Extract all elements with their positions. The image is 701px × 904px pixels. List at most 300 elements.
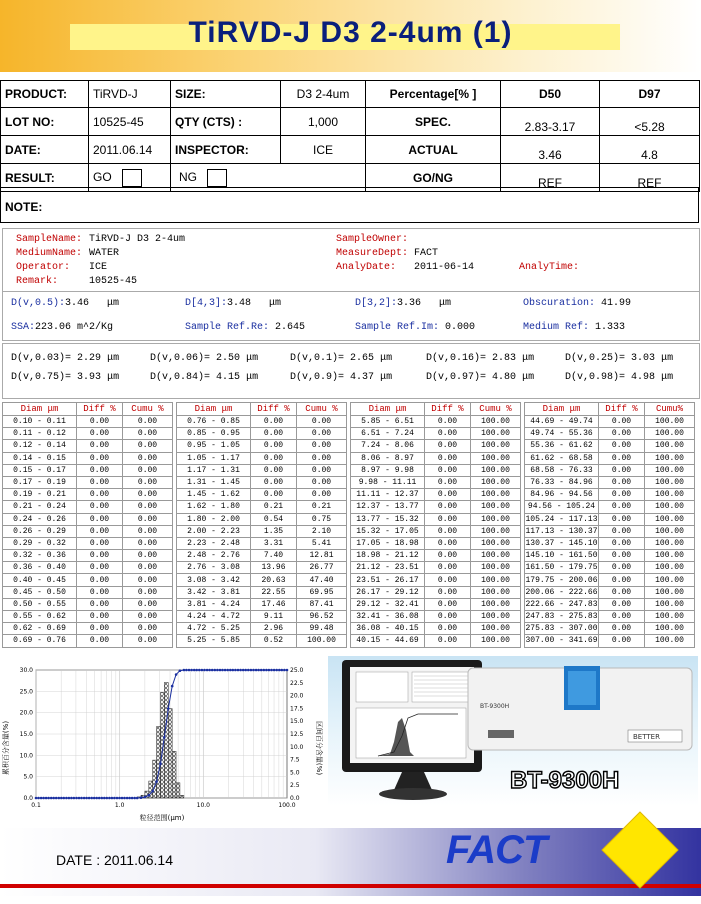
table-cell: 0.00 [599, 635, 645, 647]
table-cell: 94.56 - 105.24 [525, 501, 599, 513]
cumulative-point [95, 797, 98, 800]
table-cell: 9.11 [251, 611, 297, 623]
cumulative-point [55, 797, 58, 800]
table-cell: 0.45 - 0.50 [3, 586, 77, 598]
table-cell: 100.00 [471, 537, 521, 549]
table-cell: 1.45 - 1.62 [177, 489, 251, 501]
table-cell: 0.00 [77, 476, 123, 488]
chart-ytick-left: 30.0 [19, 667, 33, 674]
lot-label: LOT NO: [1, 108, 89, 136]
table-cell: 12.81 [297, 550, 347, 562]
table-cell: 0.00 [251, 416, 297, 428]
chart-bar [176, 783, 180, 798]
ssa-item: SSA:223.06 m^2/Kg [11, 322, 114, 333]
table-header-cell: Diam μm [525, 403, 599, 416]
cumulative-point [83, 797, 86, 800]
cumulative-point [190, 669, 193, 672]
table-cell: 9.98 - 11.11 [351, 476, 425, 488]
cumulative-point [273, 669, 276, 672]
table-row [177, 550, 347, 562]
sample-name-value: TiRVD-J D3 2-4um [89, 234, 186, 245]
cumulative-point [140, 796, 143, 799]
table-cell: 0.00 [123, 562, 173, 574]
table-cell: 0.00 [599, 598, 645, 610]
chart-ytick-right: 22.5 [290, 679, 304, 687]
cumulative-point [167, 707, 170, 710]
table-cell: 99.48 [297, 623, 347, 635]
table-cell: 20.63 [251, 574, 297, 586]
table-cell: 0.00 [123, 452, 173, 464]
table-cell: 3.31 [251, 537, 297, 549]
cumulative-point [35, 797, 38, 800]
table-row [525, 440, 695, 452]
table-cell: 200.06 - 222.66 [525, 587, 598, 597]
cumulative-point [60, 797, 63, 800]
table-cell: 0.36 - 0.40 [3, 562, 77, 574]
table-row [3, 635, 173, 647]
chart-bar [153, 760, 157, 798]
table-row [177, 428, 347, 440]
table-cell: 0.00 [297, 440, 347, 452]
table-row [177, 598, 347, 610]
table-row [177, 464, 347, 476]
table-cell: 0.00 [77, 598, 123, 610]
table-row [177, 501, 347, 513]
table-row [351, 525, 521, 537]
product-spec-table [0, 80, 700, 192]
table-cell: 0.21 [251, 501, 297, 513]
table-cell: 15.32 - 17.05 [351, 525, 425, 537]
cumulative-point [144, 796, 147, 799]
product-value: TiRVD-J [89, 81, 171, 108]
table-cell: 0.00 [77, 635, 123, 647]
analyzer-icon [468, 666, 692, 750]
percentile-item: D(v,0.06)= 2.50 μm [150, 353, 259, 364]
table-cell: 0.00 [425, 562, 471, 574]
distribution-table [350, 402, 521, 648]
table-cell: 0.00 [599, 513, 645, 525]
chart-ytick-right: 10.0 [290, 743, 304, 751]
cumulative-point [128, 797, 131, 800]
table-cell: 0.00 [599, 562, 645, 574]
cumulative-point [80, 797, 83, 800]
table-cell: 0.00 [123, 598, 173, 610]
cumulative-point [242, 669, 245, 672]
table-cell: 0.00 [77, 489, 123, 501]
percentile-item: D(v,0.25)= 3.03 μm [565, 353, 674, 364]
table-row [525, 525, 695, 537]
table-cell: 12.37 - 13.77 [351, 501, 425, 513]
chart-ytick-right: 15.0 [290, 718, 304, 726]
table-cell: 100.00 [471, 598, 521, 610]
table-row [525, 464, 695, 476]
actual-label: ACTUAL [366, 136, 501, 164]
table-cell: 0.00 [599, 537, 645, 549]
table-row [3, 562, 173, 574]
chart-ytick-right: 20.0 [290, 692, 304, 700]
table-row [351, 440, 521, 452]
table-cell: 40.15 - 44.69 [351, 635, 425, 647]
percentile-item: D(v,0.84)= 4.15 μm [150, 372, 259, 383]
table-cell: 1.35 [251, 525, 297, 537]
table-cell: 0.00 [599, 525, 645, 537]
percentile-item: D(v,0.16)= 2.83 μm [426, 353, 535, 364]
table-cell: 0.52 [251, 635, 297, 647]
table-cell: 0.00 [77, 562, 123, 574]
table-row [177, 476, 347, 488]
cumulative-point [270, 669, 273, 672]
cumulative-point [214, 669, 217, 672]
table-cell: 0.00 [425, 525, 471, 537]
table-cell: 0.00 [77, 623, 123, 635]
chart-xtick: 10.0 [196, 802, 211, 809]
spec-d50: 2.83-3.17 [501, 108, 600, 136]
table-cell: 179.75 - 200.06 [525, 575, 598, 585]
table-header-cell: Diam μm [351, 403, 425, 416]
table-row [3, 537, 173, 549]
table-cell: 100.00 [645, 550, 695, 562]
cumulative-point [108, 797, 111, 800]
lot-value: 10525-45 [89, 108, 171, 136]
table-cell: 13.96 [251, 562, 297, 574]
spec-label: SPEC. [366, 108, 501, 136]
table-row [3, 489, 173, 501]
table-cell: 2.48 - 2.76 [177, 550, 251, 562]
table-cell: 0.00 [123, 440, 173, 452]
analydate-label: AnalyDate: [336, 262, 397, 273]
table-header-cell: Cumu % [123, 403, 173, 416]
cumulative-point [52, 797, 55, 800]
table-cell: 0.00 [599, 611, 645, 623]
cumulative-point [232, 669, 235, 672]
note-label: NOTE: [5, 200, 43, 214]
cumulative-point [211, 669, 214, 672]
table-cell: 0.00 [123, 574, 173, 586]
table-cell: 0.40 - 0.45 [3, 574, 77, 586]
table-cell: 0.00 [123, 428, 173, 440]
table-cell: 100.00 [471, 574, 521, 586]
spec-d97: <5.28 [600, 108, 700, 136]
table-cell: 100.00 [471, 635, 521, 647]
table-row [525, 598, 695, 610]
percentile-item: D(v,0.9)= 4.37 μm [290, 372, 393, 383]
table-cell: 100.00 [645, 635, 695, 647]
table-cell: 18.98 - 21.12 [351, 550, 425, 562]
chart-ytick-right: 0.0 [290, 795, 300, 802]
table-row [351, 550, 521, 562]
table-cell: 0.00 [77, 525, 123, 537]
table-row [177, 562, 347, 574]
go-checkbox[interactable] [122, 169, 142, 187]
cumulative-point [90, 797, 93, 800]
percentile-item: D(v,0.1)= 2.65 μm [290, 353, 393, 364]
table-cell: 44.69 - 49.74 [525, 416, 599, 428]
table-cell: 100.00 [297, 635, 347, 647]
chart-ytick-left: 20.0 [19, 709, 33, 717]
table-row [525, 562, 695, 574]
table-cell: 0.00 [425, 464, 471, 476]
table-cell: 100.00 [645, 428, 695, 440]
remark-value: 10525-45 [89, 276, 138, 287]
table-row [525, 623, 695, 635]
table-cell: 8.06 - 8.97 [351, 452, 425, 464]
table-cell: 0.00 [77, 537, 123, 549]
cumulative-point [185, 669, 188, 672]
cumulative-point [42, 797, 45, 800]
table-cell: 100.00 [645, 440, 695, 452]
chart-xtick: 0.1 [31, 802, 41, 809]
table-cell: 4.72 - 5.25 [177, 623, 251, 635]
table-row [351, 476, 521, 488]
table-cell: 100.00 [645, 489, 695, 501]
table-cell: 0.00 [599, 428, 645, 440]
cumulative-point [203, 669, 206, 672]
refim-item: Sample Ref.Im: 0.000 [355, 322, 476, 333]
table-cell: 1.05 - 1.17 [177, 452, 251, 464]
cumulative-point [206, 669, 209, 672]
table-cell: 0.00 [599, 586, 645, 598]
table-cell: 0.54 [251, 513, 297, 525]
table-cell: 0.32 - 0.36 [3, 550, 77, 562]
table-cell: 0.00 [123, 416, 173, 428]
table-row [3, 550, 173, 562]
cumulative-point [208, 669, 211, 672]
cumulative-point [268, 669, 271, 672]
table-cell: 0.00 [77, 550, 123, 562]
cumulative-point [244, 669, 247, 672]
table-row [3, 623, 173, 635]
table-row [177, 574, 347, 586]
go-label: GO [93, 169, 112, 184]
cumulative-point [78, 797, 81, 800]
table-row [3, 525, 173, 537]
table-cell: 0.26 - 0.29 [3, 525, 77, 537]
cumulative-point [221, 669, 224, 672]
table-cell: 76.33 - 84.96 [525, 476, 599, 488]
chart-xlabel: 粒径范围(μm) [139, 814, 185, 822]
table-row [351, 623, 521, 635]
chart-ytick-right: 17.5 [290, 705, 304, 713]
table-header-cell: Diff % [77, 403, 123, 416]
chart-ytick-left: 15.0 [19, 731, 33, 738]
table-cell: 96.52 [297, 611, 347, 623]
cumulative-point [260, 669, 263, 672]
cumulative-point [229, 669, 232, 672]
cumulative-point [131, 797, 134, 800]
table-cell: 1.62 - 1.80 [177, 501, 251, 513]
table-row [525, 635, 695, 647]
chart-ytick-right: 7.5 [290, 756, 300, 764]
table-cell: 29.12 - 32.41 [351, 598, 425, 610]
chart-ytick-left: 5.0 [23, 773, 33, 781]
table-cell: 0.00 [425, 476, 471, 488]
table-cell: 0.00 [123, 513, 173, 525]
cumulative-point [226, 669, 229, 672]
cumulative-point [163, 736, 166, 739]
table-header-cell: Diam μm [3, 403, 77, 416]
date-label: DATE: [1, 136, 89, 164]
table-cell: 0.00 [425, 598, 471, 610]
cumulative-point [188, 669, 191, 672]
table-cell: 2.10 [297, 525, 347, 537]
cumulative-point [216, 669, 219, 672]
table-row [525, 611, 695, 623]
table-cell: 17.46 [251, 598, 297, 610]
table-cell: 0.62 - 0.69 [3, 623, 77, 635]
chart-ytick-left: 25.0 [19, 688, 33, 696]
table-cell: 0.00 [77, 574, 123, 586]
table-cell: 32.41 - 36.08 [351, 611, 425, 623]
cumulative-point [93, 797, 96, 800]
table-row [351, 611, 521, 623]
table-cell: 100.00 [471, 525, 521, 537]
cumulative-point [237, 669, 240, 672]
size-value: D3 2-4um [281, 81, 366, 108]
table-cell: 100.00 [645, 525, 695, 537]
table-cell: 0.00 [599, 440, 645, 452]
table-cell: 0.15 - 0.17 [3, 464, 77, 476]
cumulative-point [121, 797, 124, 800]
table-cell: 100.00 [471, 440, 521, 452]
chart-ytick-left: 10.0 [19, 752, 33, 760]
inspector-label: INSPECTOR: [171, 136, 281, 164]
table-row [177, 623, 347, 635]
cumulative-point [45, 797, 48, 800]
table-cell: 0.19 - 0.21 [3, 489, 77, 501]
cumulative-point [255, 669, 258, 672]
chart-bar [164, 683, 168, 798]
table-row [177, 635, 347, 647]
table-cell: 100.00 [645, 586, 695, 598]
table-cell: 5.41 [297, 537, 347, 549]
cumulative-point [159, 762, 162, 765]
note-row [0, 187, 699, 223]
table-row [525, 476, 695, 488]
table-cell: 68.58 - 76.33 [525, 464, 599, 476]
chart-bar [168, 709, 172, 798]
table-row [177, 525, 347, 537]
cumulative-point [155, 780, 158, 783]
brand-label: BETTER [633, 733, 660, 741]
table-cell: 100.00 [471, 476, 521, 488]
table-cell: 100.00 [645, 598, 695, 610]
percentage-label: Percentage[% ] [366, 81, 501, 108]
table-cell: 0.00 [599, 574, 645, 586]
table-cell: 0.00 [425, 623, 471, 635]
table-cell: 0.00 [251, 489, 297, 501]
chart-ytick-left: 0.0 [23, 795, 33, 802]
table-row [3, 513, 173, 525]
table-cell: 0.00 [77, 611, 123, 623]
date-value: 2011.06.14 [89, 136, 171, 164]
table-cell: 105.24 - 117.13 [525, 514, 598, 524]
sample-info-panel [2, 228, 700, 292]
cumulative-point [148, 794, 151, 797]
owner-label: SampleOwner: [336, 234, 409, 245]
table-cell: 0.00 [297, 416, 347, 428]
table-cell: 0.00 [425, 574, 471, 586]
percentile-item: D(v,0.75)= 3.93 μm [11, 372, 120, 383]
cumulative-point [40, 797, 43, 800]
table-cell: 5.25 - 5.85 [177, 635, 251, 647]
table-row [351, 452, 521, 464]
table-cell: 0.14 - 0.15 [3, 452, 77, 464]
distribution-table [524, 402, 695, 648]
table-header-cell: Cumu% [645, 403, 695, 416]
ng-checkbox[interactable] [207, 169, 227, 187]
table-cell: 4.24 - 4.72 [177, 611, 251, 623]
percentiles-panel [2, 343, 700, 399]
table-row [3, 586, 173, 598]
table-row [525, 452, 695, 464]
table-cell: 161.50 - 179.75 [525, 563, 598, 573]
refre-item: Sample Ref.Re: 2.645 [185, 322, 306, 333]
table-row [525, 574, 695, 586]
cumulative-point [250, 669, 253, 672]
table-row [177, 452, 347, 464]
table-header-cell: Cumu % [471, 403, 521, 416]
table-row [351, 537, 521, 549]
cumulative-point [73, 797, 76, 800]
table-cell: 5.85 - 6.51 [351, 416, 425, 428]
table-cell: 0.00 [425, 428, 471, 440]
table-cell: 100.00 [645, 513, 695, 525]
table-cell: 0.00 [425, 635, 471, 647]
table-cell: 0.21 - 0.24 [3, 501, 77, 513]
chart-ylabel-right: 区间百分含量(%) [315, 720, 323, 776]
cumulative-point [275, 669, 278, 672]
table-cell: 1.17 - 1.31 [177, 464, 251, 476]
table-row [177, 611, 347, 623]
size-label: SIZE: [171, 81, 281, 108]
cumulative-point [219, 669, 222, 672]
table-row [351, 586, 521, 598]
cumulative-point [278, 669, 281, 672]
table-cell: 100.00 [471, 611, 521, 623]
table-cell: 0.00 [123, 464, 173, 476]
table-cell: 23.51 - 26.17 [351, 574, 425, 586]
table-cell: 0.21 [297, 501, 347, 513]
table-cell: 0.76 - 0.85 [177, 416, 251, 428]
table-cell: 0.00 [123, 476, 173, 488]
table-cell: 100.00 [645, 611, 695, 623]
table-cell: 21.12 - 23.51 [351, 562, 425, 574]
chart-bar [161, 692, 165, 798]
d97-label: D97 [600, 81, 700, 108]
table-cell: 100.00 [471, 550, 521, 562]
table-cell: 100.00 [645, 416, 695, 428]
table-cell: 0.00 [77, 452, 123, 464]
table-row [3, 476, 173, 488]
product-label: PRODUCT: [1, 81, 89, 108]
table-cell: 0.69 - 0.76 [3, 635, 77, 647]
table-cell: 222.66 - 247.83 [525, 599, 598, 609]
results-panel [2, 291, 700, 341]
table-cell: 100.00 [645, 537, 695, 549]
cumulative-point [195, 669, 198, 672]
cumulative-point [68, 797, 71, 800]
table-row [3, 428, 173, 440]
cumulative-point [281, 669, 284, 672]
table-cell: 0.00 [77, 428, 123, 440]
table-cell: 22.55 [251, 586, 297, 598]
table-row [351, 635, 521, 647]
table-cell: 100.00 [645, 464, 695, 476]
table-cell: 0.00 [297, 476, 347, 488]
fact-logo: FACT [446, 828, 547, 872]
table-row [3, 464, 173, 476]
table-header-cell: Diff % [251, 403, 297, 416]
